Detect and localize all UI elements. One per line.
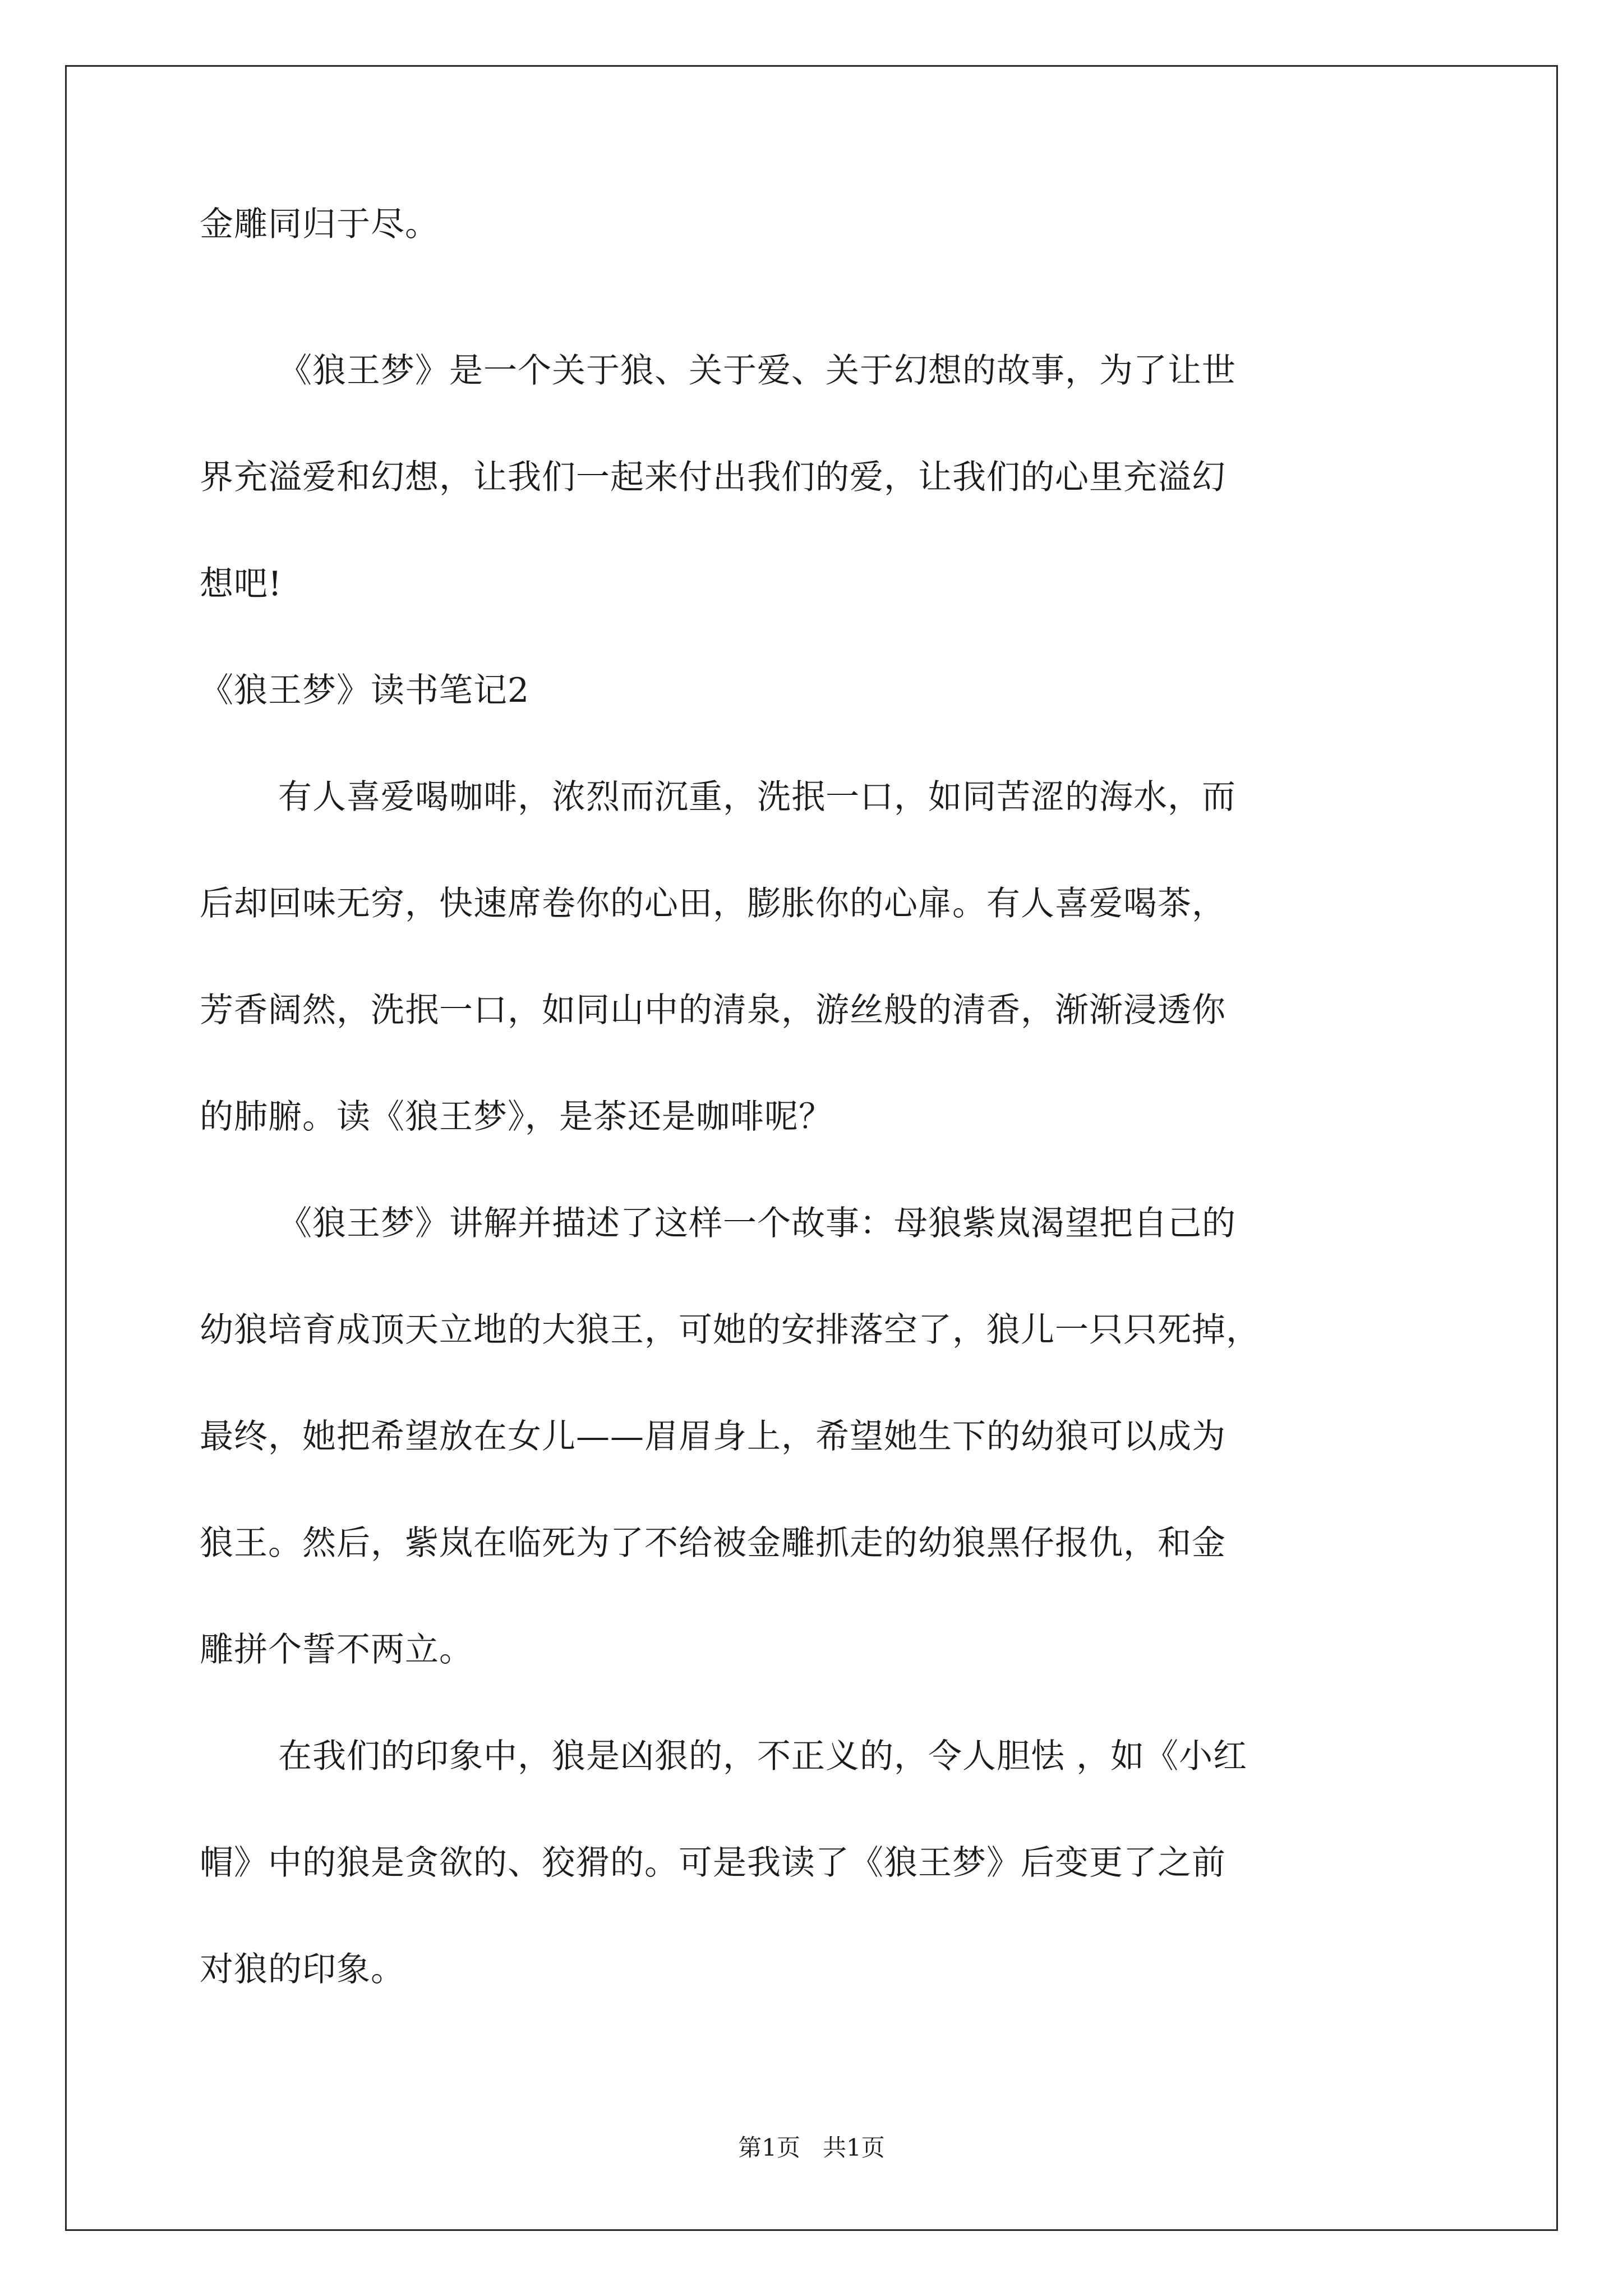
section-heading: 《狼王梦》读书笔记2: [200, 671, 530, 710]
text-line: 的肺腑。读《狼王梦》，是茶还是咖啡呢？: [200, 1097, 833, 1137]
text-line: 在我们的印象中，狼是凶狠的，不正义的，令人胆怯 ，如《小红: [278, 1737, 1248, 1776]
text-line: 金雕同归于尽。: [200, 205, 439, 244]
text-line: 后却回味无穷，快速席卷你的心田，膨胀你的心扉。有人喜爱喝茶，: [200, 884, 1226, 923]
text-line: 界充溢爱和幻想，让我们一起来付出我们的爱，让我们的心里充溢幻: [200, 458, 1226, 497]
text-line: 《狼王梦》讲解并描述了这样一个故事：母狼紫岚渴望把自己的: [278, 1204, 1236, 1243]
text-line: 最终，她把希望放在女儿——眉眉身上，希望她生下的幼狼可以成为: [200, 1417, 1226, 1456]
text-line: 幼狼培育成顶天立地的大狼王，可她的安排落空了，狼儿一只只死掉，: [200, 1310, 1260, 1350]
text-line: 《狼王梦》是一个关于狼、关于爱、关于幻想的故事，为了让世: [278, 351, 1236, 390]
text-line: 有人喜爱喝咖啡，浓烈而沉重，洗抿一口，如同苦涩的海水，而: [278, 777, 1236, 817]
text-line: 帽》中的狼是贪欲的、狡猾的。可是我读了《狼王梦》后变更了之前: [200, 1843, 1226, 1883]
text-line: 对狼的印象。: [200, 1950, 405, 1989]
text-line: 想吧!: [200, 564, 283, 604]
text-line: 雕拼个誓不两立。: [200, 1630, 473, 1669]
page-footer: 第1页 共1页: [738, 2134, 885, 2161]
text-line: 狼王。然后，紫岚在临死为了不给被金雕抓走的幼狼黑仔报仇，和金: [200, 1524, 1226, 1563]
text-line: 芳香阔然，洗抿一口，如同山中的清泉，游丝般的清香，渐渐浸透你: [200, 991, 1226, 1030]
